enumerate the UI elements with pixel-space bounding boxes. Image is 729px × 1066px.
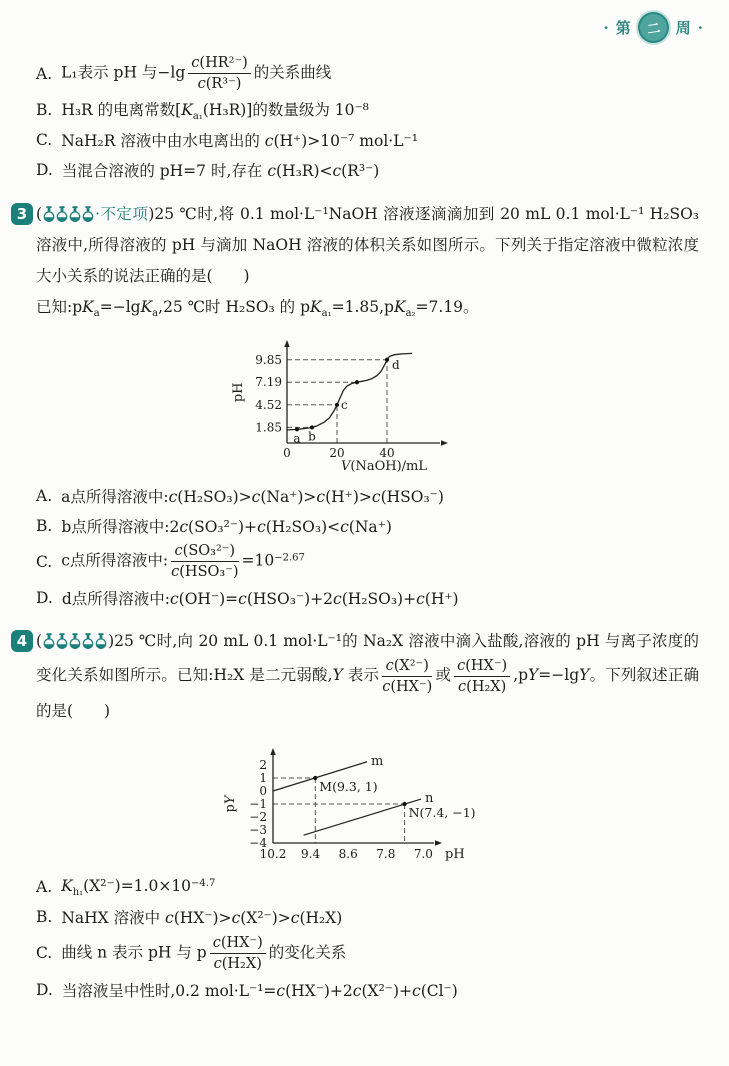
- week-char-first: 第: [615, 19, 631, 37]
- option-text: 曲线 n 表示 pH 与 p $\frac{c(HX^-)}{\text{c(H₂X)}}$ 的变化关系: [61, 934, 347, 972]
- paren-open: (: [36, 205, 43, 224]
- option-text: NaHX 溶液中 c(HX⁻)>c(X²⁻)>c(H₂X): [61, 909, 343, 928]
- option-row-a: [36, 54, 699, 93]
- svg-text:pH: pH: [231, 382, 246, 403]
- svg-text:7.0: 7.0: [413, 846, 433, 861]
- question-3: [16, 199, 699, 611]
- flask-icon: [69, 633, 81, 649]
- option-row-c: [36, 542, 699, 581]
- svg-text:d: d: [392, 358, 400, 373]
- option-row-d: [36, 585, 699, 612]
- option-label: A.: [36, 878, 53, 897]
- flask-icon: [82, 633, 94, 649]
- flask-icon: [56, 633, 68, 649]
- titration-curve-chart: [202, 331, 487, 475]
- svg-text:−4: −4: [249, 835, 267, 850]
- question-stem: [36, 199, 699, 292]
- option-label: B.: [36, 100, 53, 119]
- option-row-c: [36, 934, 699, 973]
- option-text: L₁表示 pH 与−lg $\frac{\text{c(HR²⁻)}}{\text{c(R³⁻)}}$ 的关系曲线: [61, 55, 332, 93]
- difficulty-flasks: [43, 206, 94, 222]
- chart-container: [202, 331, 699, 479]
- svg-text:−2: −2: [249, 809, 267, 824]
- option-text: c点所得溶液中: $\frac{\text{c(SO₃²⁻)}}{\text{c(HSO₃⁻)}}$ $=10^{-2.67}$: [61, 543, 305, 581]
- option-label: B.: [36, 908, 53, 927]
- option-row-b: [36, 904, 699, 931]
- option-row-b: [36, 512, 699, 539]
- flask-icon: [82, 206, 94, 222]
- stem-text: 25 ℃时,向 20 mL 0.1 mol·L⁻¹的 Na₂X 溶液中滴入盐酸,溶液的 pH 与离子浓度的变化关系如图所示。已知:H₂X 是二元弱酸,Y 表示 $\frac{\text{c(X²⁻)}}{c(HX^-)}$ 或 $\frac{c(HX^-)}{\text{c(H₂X)}}$ ,pY=−lgY。下列叙述正确的是( ): [36, 631, 699, 720]
- svg-text:−3: −3: [249, 822, 267, 837]
- svg-text:a: a: [293, 431, 301, 446]
- difficulty-flasks: [43, 633, 107, 649]
- chart-container: [218, 731, 699, 871]
- paren-close: ): [148, 205, 155, 224]
- option-label: B.: [36, 516, 53, 535]
- question-4-options: [36, 874, 699, 1003]
- svg-text:8.6: 8.6: [338, 846, 358, 861]
- stem-text: 25 ℃时,将 0.1 mol·L⁻¹NaOH 溶液逐滴滴加到 20 mL 0.1 mol·L⁻¹ H₂SO₃溶液中,所得溶液的 pH 与滴加 NaOH 溶液的体积关系如图所示。下列关于指定溶液中微粒浓度大小关系的说法正确的是( ): [36, 205, 699, 286]
- flask-icon: [43, 206, 55, 222]
- option-text: $K_{h_1}(X^{2-})=1.0\times 10^{-4.7}$: [61, 876, 216, 898]
- svg-text:0: 0: [283, 446, 291, 461]
- question-type-tag: ·不定项: [95, 205, 149, 224]
- paren-open: (: [36, 631, 43, 650]
- svg-text:7.8: 7.8: [376, 846, 396, 861]
- option-text: 当混合溶液的 pH=7 时,存在 c(H₃R)<c(R³⁻): [61, 161, 380, 180]
- svg-text:pH: pH: [445, 846, 465, 862]
- option-label: A.: [36, 486, 53, 505]
- option-label: D.: [36, 980, 53, 999]
- flask-icon: [56, 206, 68, 222]
- option-row-a: [36, 874, 699, 901]
- question-stem: [36, 626, 699, 727]
- previous-question-options: [36, 54, 699, 183]
- option-text: H₃R 的电离常数$[K_{a_1}(H_3R)]$的数量级为 10⁻⁸: [61, 100, 369, 122]
- week-number-circle: 二: [636, 10, 671, 45]
- svg-text:c: c: [341, 398, 348, 413]
- py-vs-ph-chart: [218, 731, 480, 867]
- svg-text:V(NaOH)/mL: V(NaOH)/mL: [341, 459, 427, 475]
- option-label: A.: [36, 64, 53, 83]
- week-char-last: 周: [675, 19, 691, 37]
- question-4: [16, 626, 699, 1004]
- svg-text:40: 40: [379, 446, 395, 461]
- option-text: NaH₂R 溶液中由水电离出的 c(H⁺)>10⁻⁷ mol·L⁻¹: [61, 131, 418, 150]
- svg-text:2: 2: [259, 757, 267, 772]
- option-row-d: [36, 156, 699, 183]
- week-dot-left: ·: [603, 18, 609, 37]
- svg-text:10.2: 10.2: [259, 846, 287, 861]
- question-number-badge: 4: [11, 630, 33, 652]
- svg-text:m: m: [371, 753, 384, 769]
- svg-text:9.4: 9.4: [301, 846, 321, 861]
- flask-icon: [69, 206, 81, 222]
- question-number-badge: 3: [11, 203, 33, 225]
- paren-close: ): [108, 631, 115, 650]
- svg-text:M(9.3, 1): M(9.3, 1): [319, 778, 378, 794]
- option-text: b点所得溶液中:2c(SO₃²⁻)+c(H₂SO₃)<c(Na⁺): [61, 517, 392, 536]
- option-row-c: [36, 126, 699, 153]
- svg-text:4.52: 4.52: [255, 398, 282, 413]
- option-label: D.: [36, 589, 53, 607]
- option-row-a: [36, 482, 699, 509]
- svg-text:N(7.4, −1): N(7.4, −1): [408, 804, 476, 820]
- flask-icon: [95, 633, 107, 649]
- option-label: D.: [36, 160, 53, 179]
- option-text: 当溶液呈中性时,0.2 mol·L⁻¹=c(HX⁻)+2c(X²⁻)+c(Cl⁻): [61, 981, 458, 1000]
- svg-text:9.85: 9.85: [255, 353, 282, 368]
- svg-text:1: 1: [259, 770, 267, 785]
- option-text: d点所得溶液中:c(OH⁻)=c(HSO₃⁻)+2c(H₂SO₃)+c(H⁺): [61, 590, 459, 608]
- svg-text:1.85: 1.85: [255, 420, 282, 435]
- option-row-b: [36, 96, 699, 123]
- svg-text:n: n: [425, 790, 434, 806]
- svg-text:pY: pY: [223, 795, 238, 813]
- svg-text:0: 0: [259, 783, 267, 798]
- option-label: C.: [36, 944, 53, 963]
- option-label: C.: [36, 552, 53, 571]
- option-label: C.: [36, 130, 53, 149]
- svg-text:−1: −1: [249, 796, 267, 811]
- week-dot-right: ·: [697, 18, 703, 37]
- svg-text:20: 20: [329, 446, 345, 461]
- svg-text:7.19: 7.19: [255, 375, 282, 390]
- option-row-d: [36, 976, 699, 1003]
- flask-icon: [43, 633, 55, 649]
- option-text: a点所得溶液中:c(H₂SO₃)>c(Na⁺)>c(H⁺)>c(HSO₃⁻): [61, 487, 444, 506]
- known-conditions: 已知$:pK_a=-\lg K_a,25$ ℃时 H₂SO₃ 的 $pK_{a_1}=1.85,pK_{a_2}=7.19$。: [36, 298, 479, 320]
- svg-text:b: b: [308, 429, 316, 444]
- question-3-options: [36, 482, 699, 611]
- week-badge: [604, 12, 704, 43]
